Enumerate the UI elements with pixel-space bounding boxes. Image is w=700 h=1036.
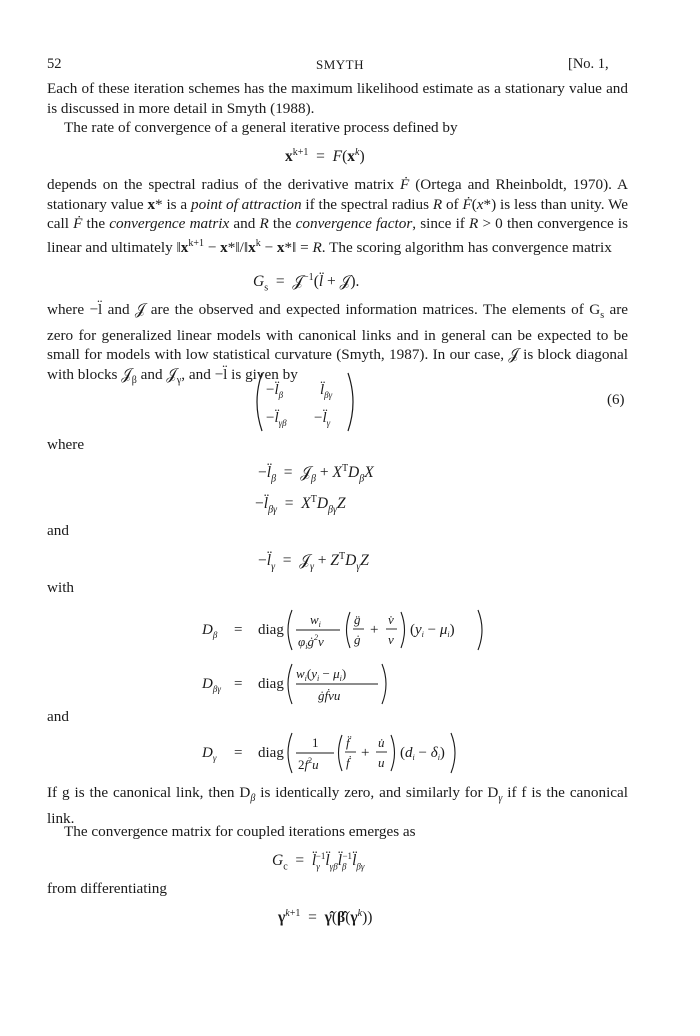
paragraph-2: The rate of convergence of a general iterative process defined by — [64, 119, 458, 136]
svg-text:Dβ: $D_\beta$ — [202, 622, 218, 640]
svg-text:=: = — [234, 676, 243, 692]
svg-text:(yi − μi): $(y_i - \mu_i)$ — [410, 622, 455, 639]
svg-text:f̈: f̈ — [346, 735, 350, 750]
svg-text:1: 1 — [312, 735, 319, 750]
label-and-1: and — [47, 522, 69, 539]
svg-text:u̇: u̇ — [378, 735, 385, 750]
equation-iteration: $x^{k+1} = F(x^k)$ — [285, 147, 365, 166]
svg-text:−l̈γβ: $-l̈_{\gamma\beta}$ — [266, 410, 287, 428]
equation-lgamma: $-l̈_\gamma$ = 𝒥$_\gamma$ + $Z^TD_\gamma Z$ — [258, 551, 369, 573]
svg-text:(di − δi): $(d_i - \delta_i)$ — [400, 745, 445, 762]
svg-text:Dγ: $D_\gamma$ — [202, 745, 217, 763]
equation-scoring: $G_s$ = 𝒥$^{-1}$(l̈ + 𝒥). — [253, 272, 360, 294]
equation-coupled: $G_c$ = $l̈_\gamma^{-1}l̈_{\gamma\beta}l̈_\beta^{-1}l̈_{\beta\gamma}$ — [272, 851, 365, 873]
svg-text:=: = — [234, 745, 243, 761]
running-title: SMYTH — [316, 57, 365, 72]
label-from-differentiating: from differentiating — [47, 880, 167, 897]
equation-dgamma — [200, 727, 460, 777]
svg-text:g̈: g̈ — [354, 612, 361, 627]
svg-text:v̇: v̇ — [388, 612, 394, 627]
label-where: where — [47, 436, 85, 453]
label-with: with — [47, 579, 75, 596]
paragraph-4: where −l̈ and 𝒥 are the observed and expected information matrices. The elements of $G_s$ are zero for generalized linear models with canonical links and in general can be expected to be small for models with low statistical curvature (Smyth, 1987). In our case, 𝒥 is block diagonal with blocks 𝒥$_\beta$ and 𝒥$_\gamma$, and −l̈ is given by — [47, 301, 629, 386]
svg-text:ġḟvu: ġḟvu — [318, 688, 341, 703]
equation-lbetagamma: $-l̈_{\beta\gamma} = X^TD_{\beta\gamma}Z$ — [255, 494, 346, 516]
svg-text:ḟ: ḟ — [346, 755, 350, 770]
svg-text:2f2u: $2f^2u$ — [298, 756, 319, 772]
paragraph-6: The convergence matrix for coupled iterations emerges as — [64, 823, 416, 840]
equation-dbetagamma — [200, 660, 420, 706]
equation-dbeta — [200, 604, 500, 654]
svg-text:diag: diag — [258, 622, 284, 638]
svg-text:=: = — [234, 622, 243, 638]
equation-gamma-iteration: $\gamma^{k+1}$ = $\gammâ(\betâ(\gamma^k))$ — [278, 908, 373, 927]
svg-text:+: + — [361, 745, 370, 761]
svg-text:u: u — [378, 755, 385, 770]
svg-text:φiġ2v: $\varphi_iġ^2v$ — [298, 633, 324, 651]
svg-text:−l̈β: $-l̈_\beta$ — [266, 382, 284, 400]
svg-text:diag: diag — [258, 745, 284, 761]
paragraph-3: depends on the spectral radius of the derivative matrix Ḟ (Ortega and Rheinboldt, 1970). A stationary value x* is a point of attraction if the spectral radius R of Ḟ(x*) is less than unity. We call Ḟ the convergence matrix and R the convergence factor, since if R > 0 then convergence is linear and ultimately $‖x^{k+1}$ − $x*‖/‖x^k$ − x*‖ = R. The scoring algorithm has convergence matrix — [47, 176, 629, 256]
svg-text:wi(yi − μi): $w_i(y_i - \mu_i)$ — [296, 666, 347, 683]
page-number: 52 — [47, 56, 62, 72]
label-and-2: and — [47, 708, 69, 725]
svg-text:+: + — [370, 622, 379, 638]
paragraph-5: If g is the canonical link, then $D_\beta$ is identically zero, and similarly for $D_\gamma$ if f is the canonical link. — [47, 784, 628, 827]
issue-label: [No. 1, — [568, 56, 609, 72]
paragraph-1: Each of these iteration schemes has the maximum likelihood estimate as a stationary value and is discussed in more detail in Smyth (1988). — [47, 80, 628, 117]
svg-text:wi: $w_i$ — [310, 612, 321, 629]
equation-lbeta: $-l̈_\beta$ = 𝒥$_\beta$ + $X^TD_\beta X$ — [258, 463, 374, 485]
equation-number: (6) — [607, 392, 625, 408]
svg-text:−l̈γ: $-l̈_\gamma$ — [314, 410, 331, 428]
svg-text:l̈βγ: $l̈_{\beta\gamma}$ — [320, 382, 333, 400]
svg-text:diag: diag — [258, 676, 284, 692]
svg-text:ġ: ġ — [354, 632, 361, 647]
information-matrix — [250, 370, 360, 434]
svg-text:Dβγ: $D_{\beta\gamma}$ — [202, 676, 221, 694]
svg-text:v: v — [388, 632, 394, 647]
